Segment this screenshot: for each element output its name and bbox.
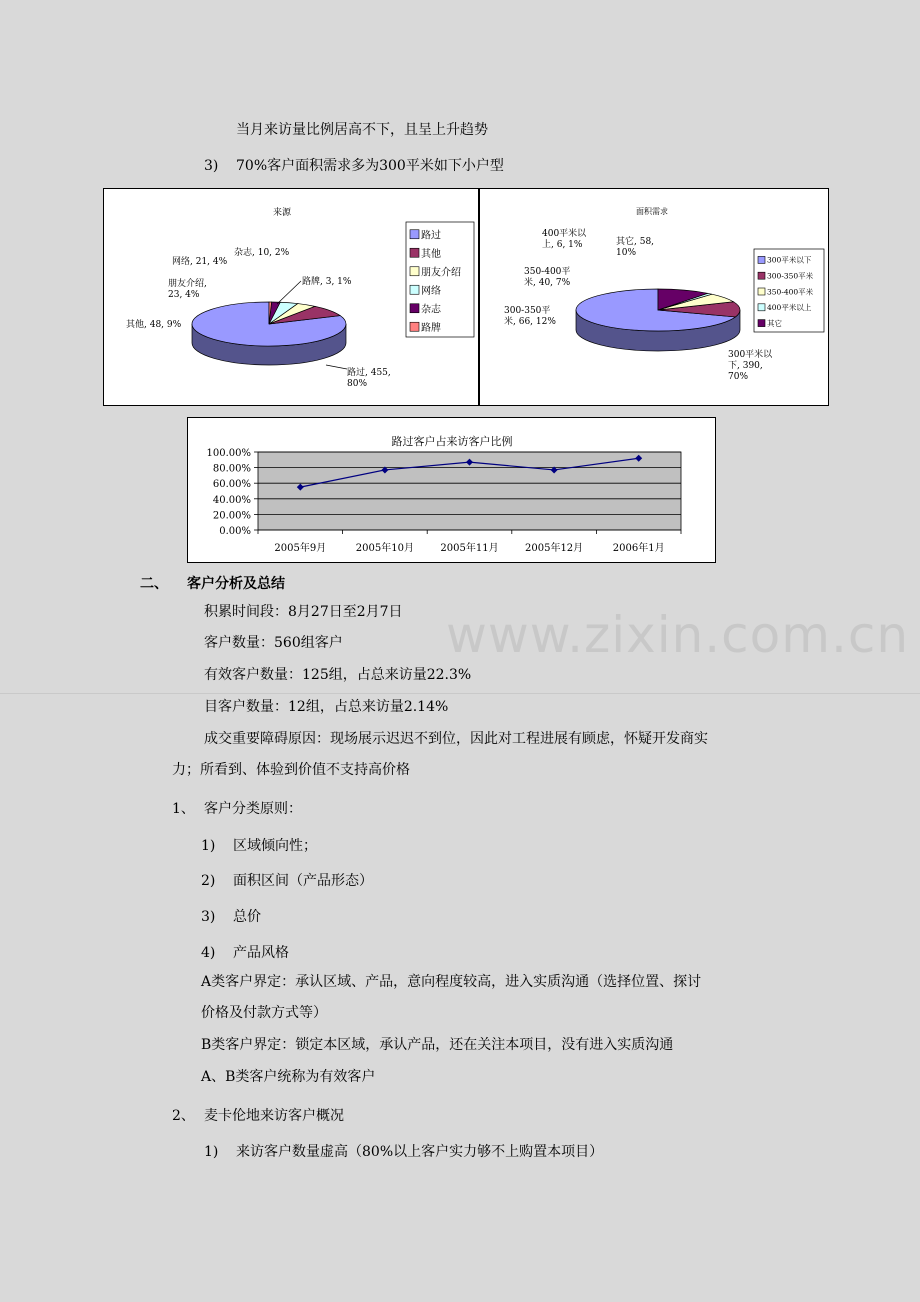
pie-data-label: 其它, 58, 10% bbox=[616, 237, 655, 258]
x-tick-label: 2005年12月 bbox=[525, 543, 584, 554]
pie-data-label: 路过, 455, 80% bbox=[347, 368, 391, 389]
pie2-title: 面积需求 bbox=[636, 207, 668, 216]
legend-swatch bbox=[410, 285, 419, 294]
legend-swatch bbox=[758, 304, 765, 311]
legend-label: 朋友介绍 bbox=[421, 267, 461, 279]
page-divider bbox=[0, 693, 920, 694]
legend-label: 300平米以下 bbox=[767, 255, 812, 265]
customer-count: 客户数量：560组客户 bbox=[204, 635, 343, 651]
list-number: 3) bbox=[201, 909, 216, 925]
legend-swatch bbox=[758, 272, 765, 279]
pie-data-label: 300-350平米, 66, 12% bbox=[504, 306, 556, 327]
source-pie-svg bbox=[104, 189, 478, 405]
legend-label: 路牌 bbox=[421, 322, 441, 334]
area-pie-svg bbox=[480, 189, 828, 405]
legend-swatch bbox=[410, 248, 419, 257]
watermark: www.zixin.com.cn bbox=[446, 606, 910, 664]
class-a-definition-line1: A类客户界定：承认区域、产品，意向程度较高，进入实质沟通（选择位置、探讨 bbox=[201, 974, 702, 990]
list-item: 面积区间（产品形态） bbox=[233, 873, 373, 889]
legend-label: 其他 bbox=[421, 248, 441, 260]
list-item: 产品风格 bbox=[233, 945, 289, 961]
y-tick-label: 40.00% bbox=[212, 494, 251, 506]
paragraph-area-demand: 70%客户面积需求多为300平米如下小户型 bbox=[236, 158, 504, 174]
line-chart-svg bbox=[188, 418, 715, 562]
x-tick-label: 2006年1月 bbox=[612, 543, 665, 554]
legend-swatch bbox=[758, 320, 765, 327]
pie1-title: 来源 bbox=[272, 208, 292, 218]
subsection-number-2: 2、 bbox=[172, 1108, 195, 1124]
pie-data-label: 其他, 48, 9% bbox=[126, 320, 182, 330]
class-a-definition-line2: 价格及付款方式等） bbox=[201, 1005, 327, 1021]
class-b-definition: B类客户界定：锁定本区域，承认产品，还在关注本项目，没有进入实质沟通 bbox=[201, 1037, 674, 1053]
list-number: 1) bbox=[204, 1144, 219, 1160]
subsection-title-1: 客户分类原则： bbox=[204, 801, 302, 817]
legend-label: 400平米以上 bbox=[767, 303, 812, 313]
pie-leader-line bbox=[326, 365, 347, 369]
section-title: 客户分析及总结 bbox=[187, 576, 285, 592]
legend-label: 350-400平米 bbox=[767, 287, 814, 297]
obstacle-reason-line1: 成交重要障碍原因：现场展示迟迟不到位，因此对工程进展有顾虑，怀疑开发商实 bbox=[204, 731, 708, 747]
y-tick-label: 100.00% bbox=[206, 448, 251, 459]
valid-customer-note: A、B类客户统称为有效客户 bbox=[201, 1069, 376, 1085]
y-tick-label: 60.00% bbox=[212, 479, 251, 491]
legend-label: 网络 bbox=[421, 285, 441, 297]
pass-ratio-line-chart bbox=[187, 417, 716, 563]
list-number: 2) bbox=[201, 873, 216, 889]
legend-swatch bbox=[410, 322, 419, 331]
source-pie-chart bbox=[103, 188, 479, 406]
x-tick-label: 2005年11月 bbox=[440, 543, 499, 554]
legend-label: 其它 bbox=[767, 318, 782, 328]
y-tick-label: 0.00% bbox=[219, 526, 251, 537]
x-tick-label: 2005年10月 bbox=[355, 543, 414, 554]
y-tick-label: 20.00% bbox=[212, 510, 251, 522]
target-customer-count: 目客户数量：12组，占总来访量2.14% bbox=[204, 699, 449, 715]
paragraph-trend: 当月来访量比例居高不下，且呈上升趋势 bbox=[236, 122, 488, 138]
pie-data-label: 杂志, 10, 2% bbox=[234, 248, 290, 258]
y-tick-label: 80.00% bbox=[212, 463, 251, 475]
list-item: 总价 bbox=[233, 909, 261, 925]
pie-data-label: 路牌, 3, 1% bbox=[302, 277, 352, 287]
time-range: 积累时间段：8月27日至2月7日 bbox=[204, 604, 403, 620]
pie-data-label: 400平米以上, 6, 1% bbox=[542, 229, 587, 250]
legend-swatch bbox=[410, 267, 419, 276]
pie-data-label: 朋友介绍, 23, 4% bbox=[168, 279, 207, 300]
section-number: 二、 bbox=[140, 576, 168, 592]
x-tick-label: 2005年9月 bbox=[274, 543, 327, 554]
pie-data-label: 300平米以下, 390, 70% bbox=[728, 350, 773, 382]
subsection-number-1: 1、 bbox=[172, 801, 195, 817]
legend-label: 300-350平米 bbox=[767, 271, 814, 281]
list-item: 来访客户数量虚高（80%以上客户实力够不上购置本项目） bbox=[236, 1144, 604, 1160]
legend-swatch bbox=[410, 304, 419, 313]
pie-data-label: 网络, 21, 4% bbox=[172, 257, 228, 267]
obstacle-reason-line2: 力；所看到、体验到价值不支持高价格 bbox=[172, 762, 410, 778]
valid-customer-count: 有效客户数量：125组，占总来访量22.3% bbox=[204, 667, 472, 683]
legend-label: 路过 bbox=[421, 230, 441, 242]
legend-label: 杂志 bbox=[421, 304, 441, 316]
pie-leader-line bbox=[277, 281, 301, 304]
legend-swatch bbox=[758, 288, 765, 295]
list-number: 1) bbox=[201, 838, 216, 854]
list-item: 区域倾向性； bbox=[233, 838, 317, 854]
area-pie-chart bbox=[479, 188, 829, 406]
item-number: 3) bbox=[204, 158, 219, 174]
pie-data-label: 350-400平米, 40, 7% bbox=[524, 267, 571, 288]
subsection-title-2: 麦卡伦地来访客户概况 bbox=[204, 1108, 344, 1124]
legend-swatch bbox=[410, 230, 419, 239]
line-chart-title: 路过客户占来访客户比例 bbox=[391, 435, 513, 448]
legend-swatch bbox=[758, 256, 765, 263]
list-number: 4) bbox=[201, 945, 216, 961]
